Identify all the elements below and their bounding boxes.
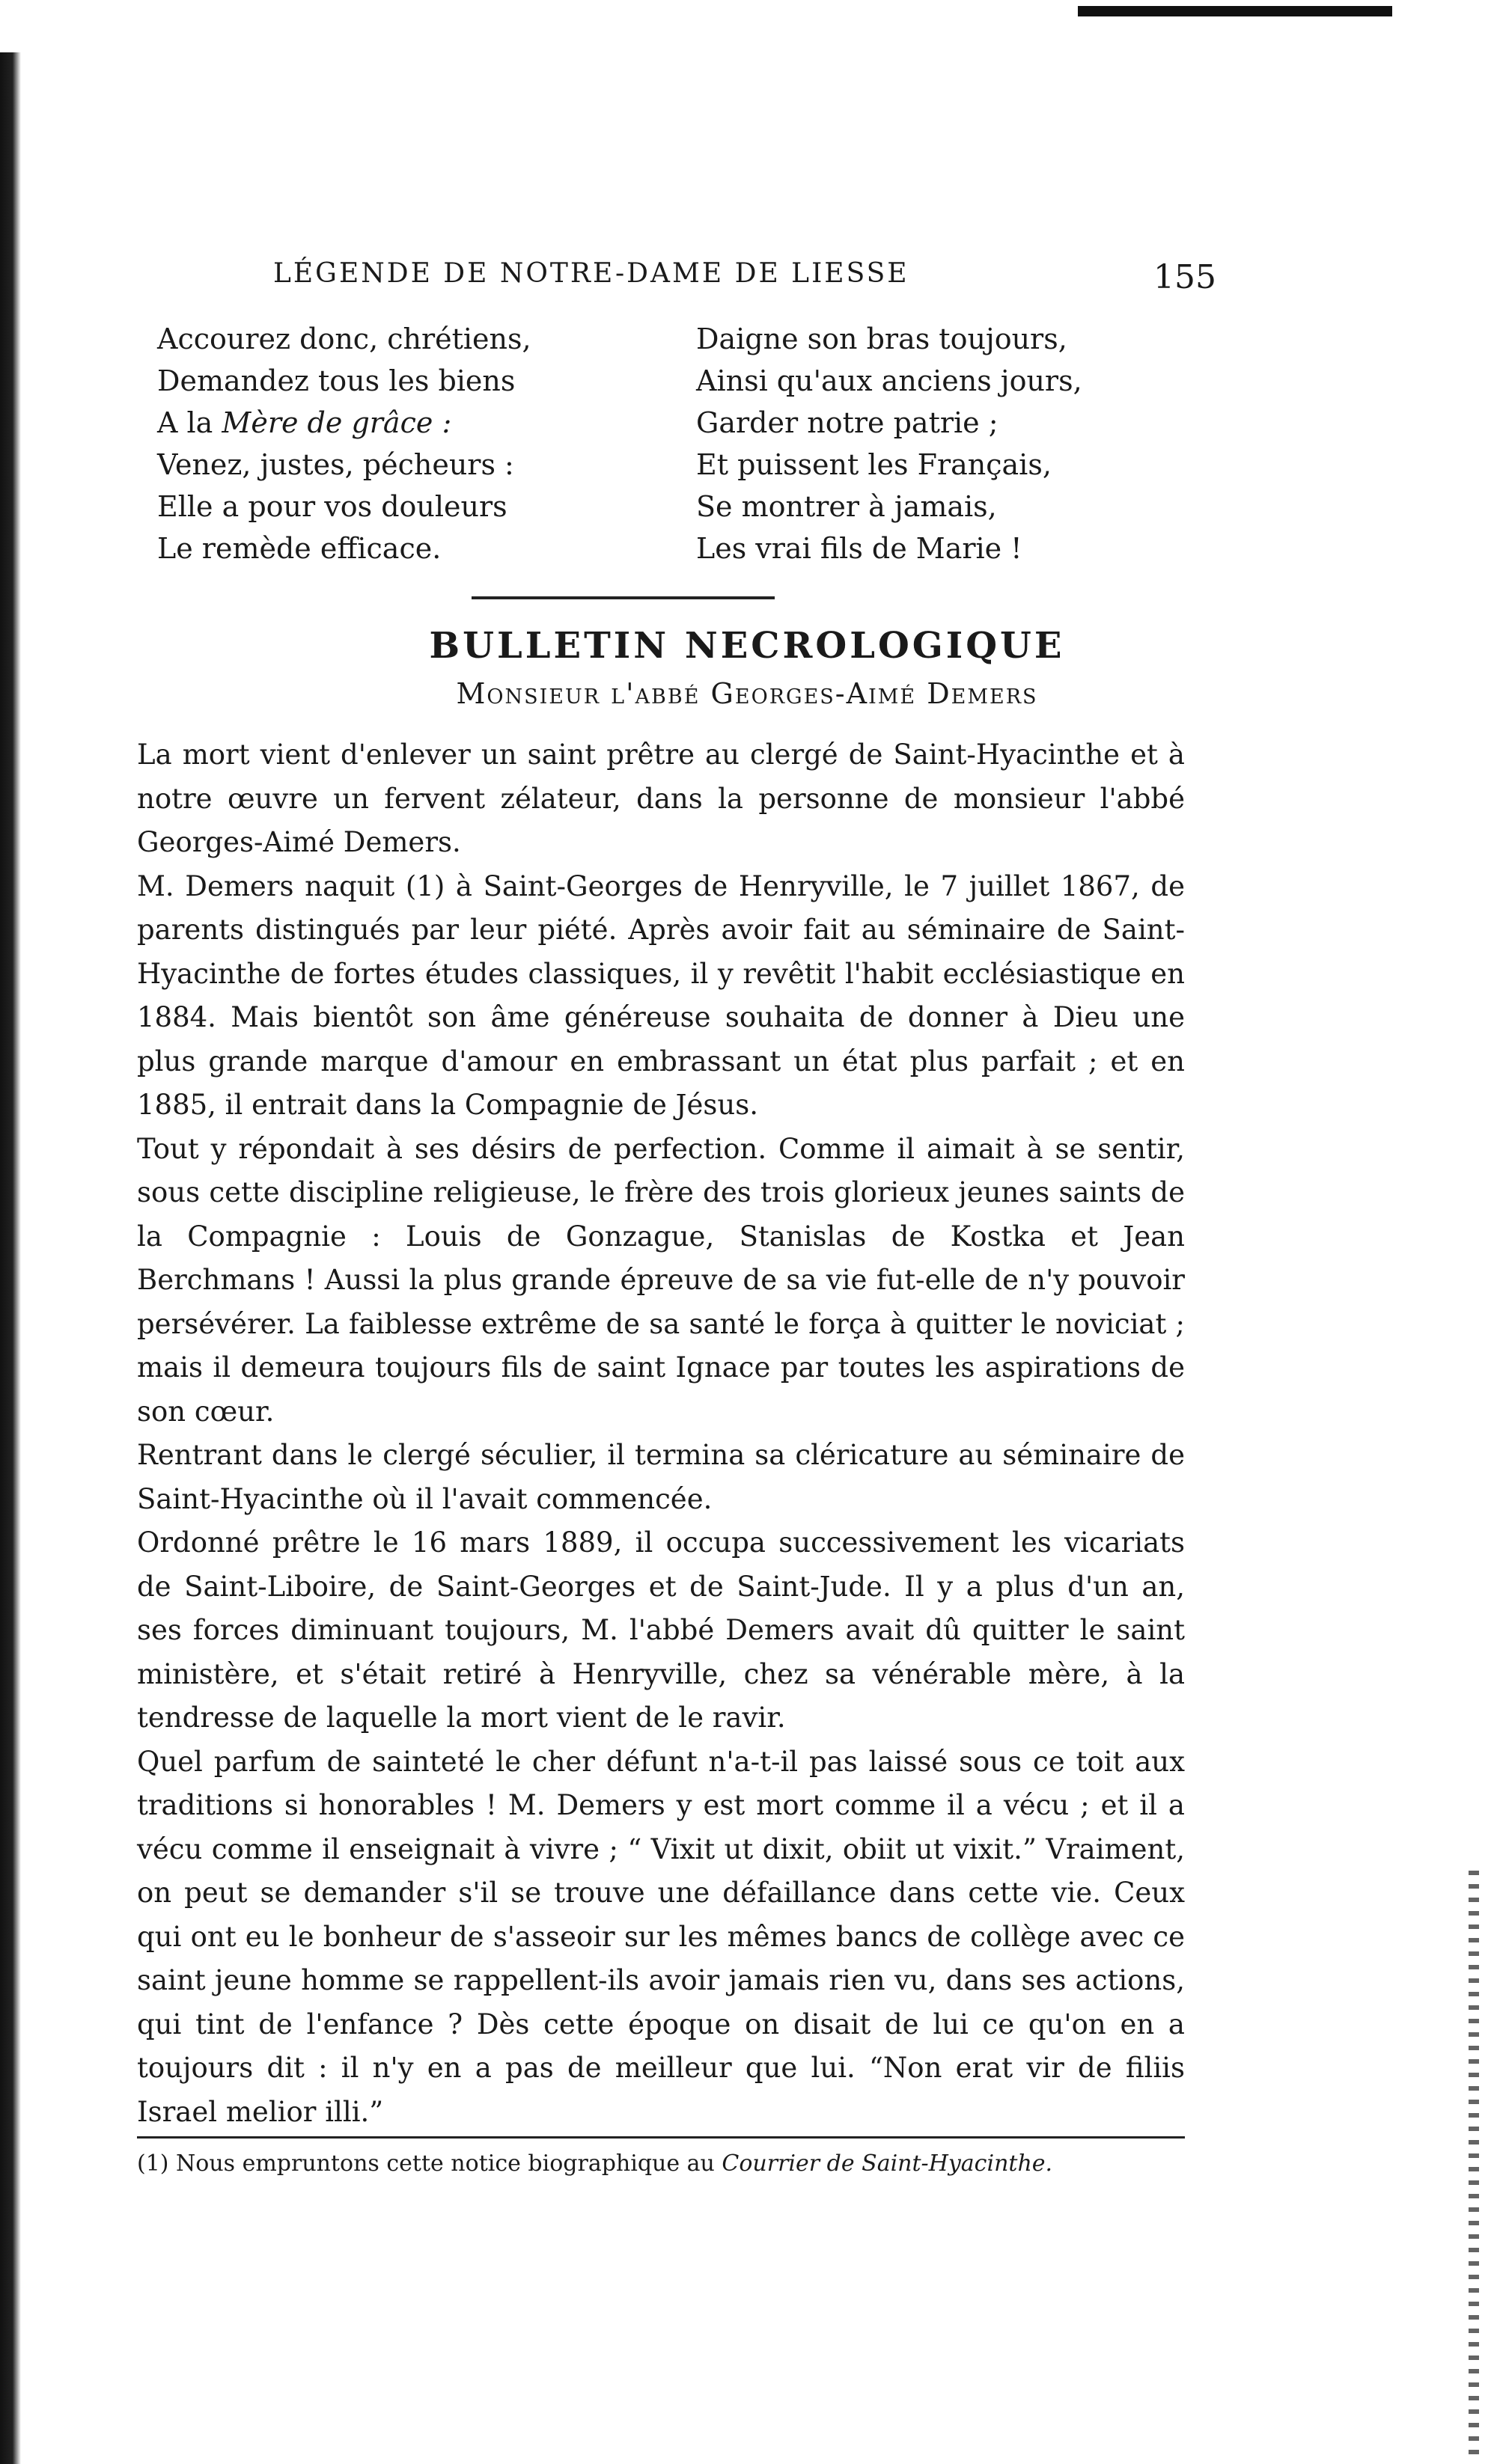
scan-edge-shadow (0, 52, 21, 2464)
hymn-line: Elle a pour vos douleurs (157, 490, 507, 523)
paragraph: La mort vient d'enlever un saint prêtre au clergé de Saint-Hyacinthe et à notre œuvre un fervent zélateur, dans la personne de monsieur l'abbé Georges-Aimé Demers. (137, 739, 1185, 858)
hymn-stanza-right (696, 318, 1082, 569)
scan-top-mark (1078, 6, 1392, 16)
hymn-line: Se montrer à jamais, (696, 490, 997, 523)
hymn-line: Ainsi qu'aux anciens jours, (696, 364, 1082, 397)
hymn-line: Daigne son bras toujours, (696, 322, 1067, 355)
hymn-line: Et puissent les Français, (696, 448, 1052, 481)
hymn-line: Demandez tous les biens (157, 364, 516, 397)
paragraph: Rentrant dans le clergé séculier, il termina sa cléricature au séminaire de Saint-Hyacinthe où il l'avait commencée. (137, 1439, 1185, 1515)
hymn-stanza-left (157, 318, 531, 569)
paragraph: Quel parfum de sainteté le cher défunt n'a-t-il pas laissé sous ce toit aux traditions si honorables ! M. Demers y est mort comme il a vécu ; et il a vécu comme il enseignait à vivre ; “ Vixit ut dixit, obiit ut vixit.” Vraiment, on peut se demander s'il se trouve une défaillance dans cette vie. Ceux qui ont eu le bonheur de s'asseoir sur les mêmes bancs de collège avec ce saint jeune homme se rappellent-ils avoir jamais rien vu, dans ses actions, qui tint de l'enfance ? Dès cette époque on disait de lui ce qu'on en a toujours dit : il n'y en a pas de meilleur que lui. “Non erat vir de filiis Israel melior illi.” (137, 1745, 1185, 2128)
paragraph: Ordonné prêtre le 16 mars 1889, il occupa successivement les vicariats de Saint-Liboire, de Saint-Georges et de Saint-Jude. Il y a plus d'un an, ses forces diminuant toujours, M. l'abbé Demers avait dû quitter le saint ministère, et s'était retiré à Henryville, chez sa vénérable mère, à la tendresse de laquelle la mort vient de le ravir. (137, 1526, 1185, 1734)
hymn-line-italic: Mère de grâce : (222, 406, 452, 439)
hymn-line-text: A la (157, 406, 222, 439)
footnote-source: Courrier de Saint-Hyacinthe. (722, 2150, 1053, 2177)
obituary-body (137, 733, 1185, 2134)
hymn-line: Le remède efficace. (157, 532, 442, 565)
page-number: 155 (1153, 258, 1216, 296)
section-divider (472, 596, 775, 599)
section-subtitle: Monsieur l'abbé Georges-Aimé Demers (456, 677, 1038, 710)
hymn-line: Garder notre patrie ; (696, 406, 998, 439)
hymn-line: Les vrai fils de Marie ! (696, 532, 1022, 565)
section-title: BULLETIN NECROLOGIQUE (429, 625, 1065, 667)
running-title: LÉGENDE DE NOTRE-DAME DE LIESSE (273, 258, 909, 289)
footnote-divider (137, 2136, 1185, 2139)
hymn-line (157, 402, 531, 444)
hymn-line: Venez, justes, pécheurs : (157, 448, 514, 481)
footnote-text: (1) Nous empruntons cette notice biographique au (137, 2150, 722, 2177)
footnote (137, 2149, 1222, 2179)
scan-edge-specks (1469, 1871, 1479, 2462)
paragraph: Tout y répondait à ses désirs de perfection. Comme il aimait à se sentir, sous cette discipline religieuse, le frère des trois glorieux jeunes saints de la Compagnie : Louis de Gonzague, Stanislas de Kostka et Jean Berchmans ! Aussi la plus grande épreuve de sa vie fut-elle de n'y pouvoir persévérer. La faiblesse extrême de sa santé le força à quitter le noviciat ; mais il demeura toujours fils de saint Ignace par toutes les aspirations de son cœur. (137, 1132, 1185, 1428)
hymn-line: Accourez donc, chrétiens, (157, 322, 531, 355)
running-head (273, 258, 1216, 303)
paragraph: M. Demers naquit (1) à Saint-Georges de Henryville, le 7 juillet 1867, de parents distingués par leur piété. Après avoir fait au séminaire de Saint-Hyacinthe de fortes études classiques, il y revêtit l'habit ecclésiastique en 1884. Mais bientôt son âme généreuse souhaita de donner à Dieu une plus grande marque d'amour en embrassant un état plus parfait ; et en 1885, il entrait dans la Compagnie de Jésus. (137, 869, 1185, 1121)
